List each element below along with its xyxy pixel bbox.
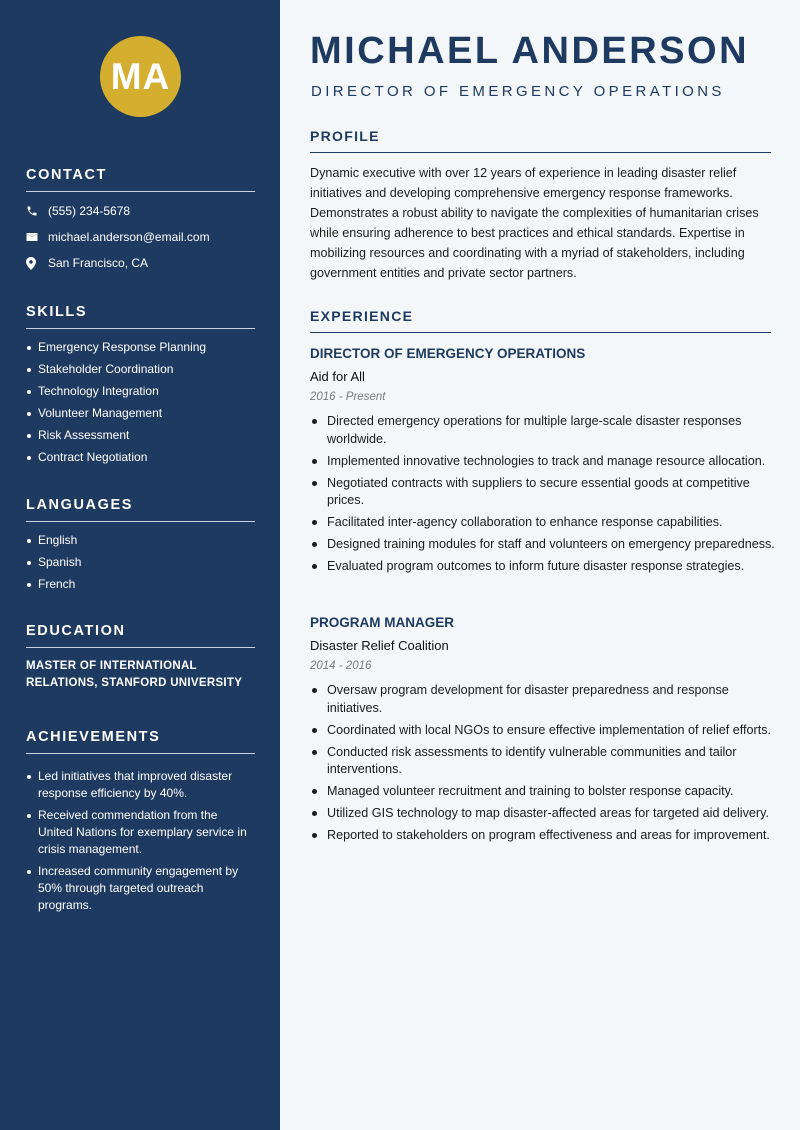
job-bullet: Designed training modules for staff and volunteers on emergency preparedness. [310, 536, 780, 554]
candidate-title: DIRECTOR OF EMERGENCY OPERATIONS [311, 83, 725, 100]
skills-list [26, 339, 255, 466]
achievements-list [26, 768, 255, 914]
profile-heading: PROFILE [310, 128, 771, 153]
contact-heading: CONTACT [26, 167, 255, 192]
email-icon [26, 232, 48, 242]
location-pin-icon [26, 257, 48, 270]
job-company: Aid for All [310, 369, 365, 384]
achievements-section [26, 729, 255, 919]
skills-section [26, 304, 255, 471]
contact-location [26, 250, 255, 276]
avatar-initials: MA [100, 36, 181, 117]
language-item: English [26, 532, 255, 549]
skill-item: Stakeholder Coordination [26, 361, 255, 378]
skill-item: Risk Assessment [26, 427, 255, 444]
achievement-item: Received commendation from the United Nations for exemplary service in crisis management. [26, 807, 255, 858]
job-entry [310, 615, 780, 849]
experience-heading: EXPERIENCE [310, 308, 771, 333]
contact-section [26, 167, 255, 276]
achievement-item: Led initiatives that improved disaster response efficiency by 40%. [26, 768, 255, 802]
job-dates: 2014 - 2016 [310, 660, 372, 672]
phone-text: (555) 234-5678 [48, 204, 131, 218]
education-degree [26, 658, 255, 692]
job-bullet: Oversaw program development for disaster preparedness and response initiatives. [310, 682, 780, 717]
achievement-item: Increased community engagement by 50% through targeted outreach programs. [26, 863, 255, 914]
job-bullet: Negotiated contracts with suppliers to secure essential goods at competitive prices. [310, 475, 780, 510]
profile-text: Dynamic executive with over 12 years of experience in leading disaster relief initiatives and developing comprehensive emergency response frameworks. Demonstrates a robust ability to navigate the complexities of humanitarian crises while ensuring adherence to best practices and ethical standards. Expertise in mobilizing resources and coordinating with a myriad of stakeholders, including government entities and private sector partners. [310, 166, 759, 280]
experience-section [310, 308, 771, 333]
job-bullet: Reported to stakeholders on program effectiveness and areas for improvement. [310, 827, 780, 845]
skill-item: Technology Integration [26, 383, 255, 400]
candidate-name: MICHAEL ANDERSON [310, 30, 750, 72]
languages-list [26, 532, 255, 593]
job-dates: 2016 - Present [310, 391, 386, 403]
education-heading: EDUCATION [26, 623, 255, 648]
job-bullet: Implemented innovative technologies to track and manage resource allocation. [310, 453, 780, 471]
email-text: michael.anderson@email.com [48, 230, 210, 244]
profile-section [310, 128, 771, 283]
location-text: San Francisco, CA [48, 256, 149, 270]
main-content [280, 0, 800, 1130]
job-bullet: Conducted risk assessments to identify vulnerable communities and tailor interventions. [310, 744, 780, 779]
job-company: Disaster Relief Coalition [310, 638, 449, 653]
job-bullet: Directed emergency operations for multiple large-scale disaster responses worldwide. [310, 413, 780, 448]
job-entry [310, 346, 780, 580]
job-bullets [310, 413, 780, 576]
education-section [26, 623, 255, 692]
language-item: Spanish [26, 554, 255, 571]
degree-line-2: RELATIONS, STANFORD UNIVERSITY [26, 677, 243, 689]
skills-heading: SKILLS [26, 304, 255, 329]
job-bullets [310, 682, 780, 845]
languages-heading: LANGUAGES [26, 497, 255, 522]
skill-item: Emergency Response Planning [26, 339, 255, 356]
languages-section [26, 497, 255, 598]
skill-item: Contract Negotiation [26, 449, 255, 466]
contact-phone[interactable] [26, 198, 255, 224]
job-title: DIRECTOR OF EMERGENCY OPERATIONS [310, 346, 586, 361]
contact-email[interactable] [26, 224, 255, 250]
job-bullet: Managed volunteer recruitment and training to bolster response capacity. [310, 783, 780, 801]
job-bullet: Facilitated inter-agency collaboration to enhance response capabilities. [310, 514, 780, 532]
achievements-heading: ACHIEVEMENTS [26, 729, 255, 754]
job-bullet: Evaluated program outcomes to inform future disaster response strategies. [310, 558, 780, 576]
skill-item: Volunteer Management [26, 405, 255, 422]
job-bullet: Coordinated with local NGOs to ensure effective implementation of relief efforts. [310, 722, 780, 740]
job-bullet: Utilized GIS technology to map disaster-affected areas for targeted aid delivery. [310, 805, 780, 823]
language-item: French [26, 576, 255, 593]
sidebar [0, 0, 280, 1130]
phone-icon [26, 205, 48, 217]
job-title: PROGRAM MANAGER [310, 615, 454, 630]
degree-line-1: MASTER OF INTERNATIONAL [26, 660, 197, 672]
